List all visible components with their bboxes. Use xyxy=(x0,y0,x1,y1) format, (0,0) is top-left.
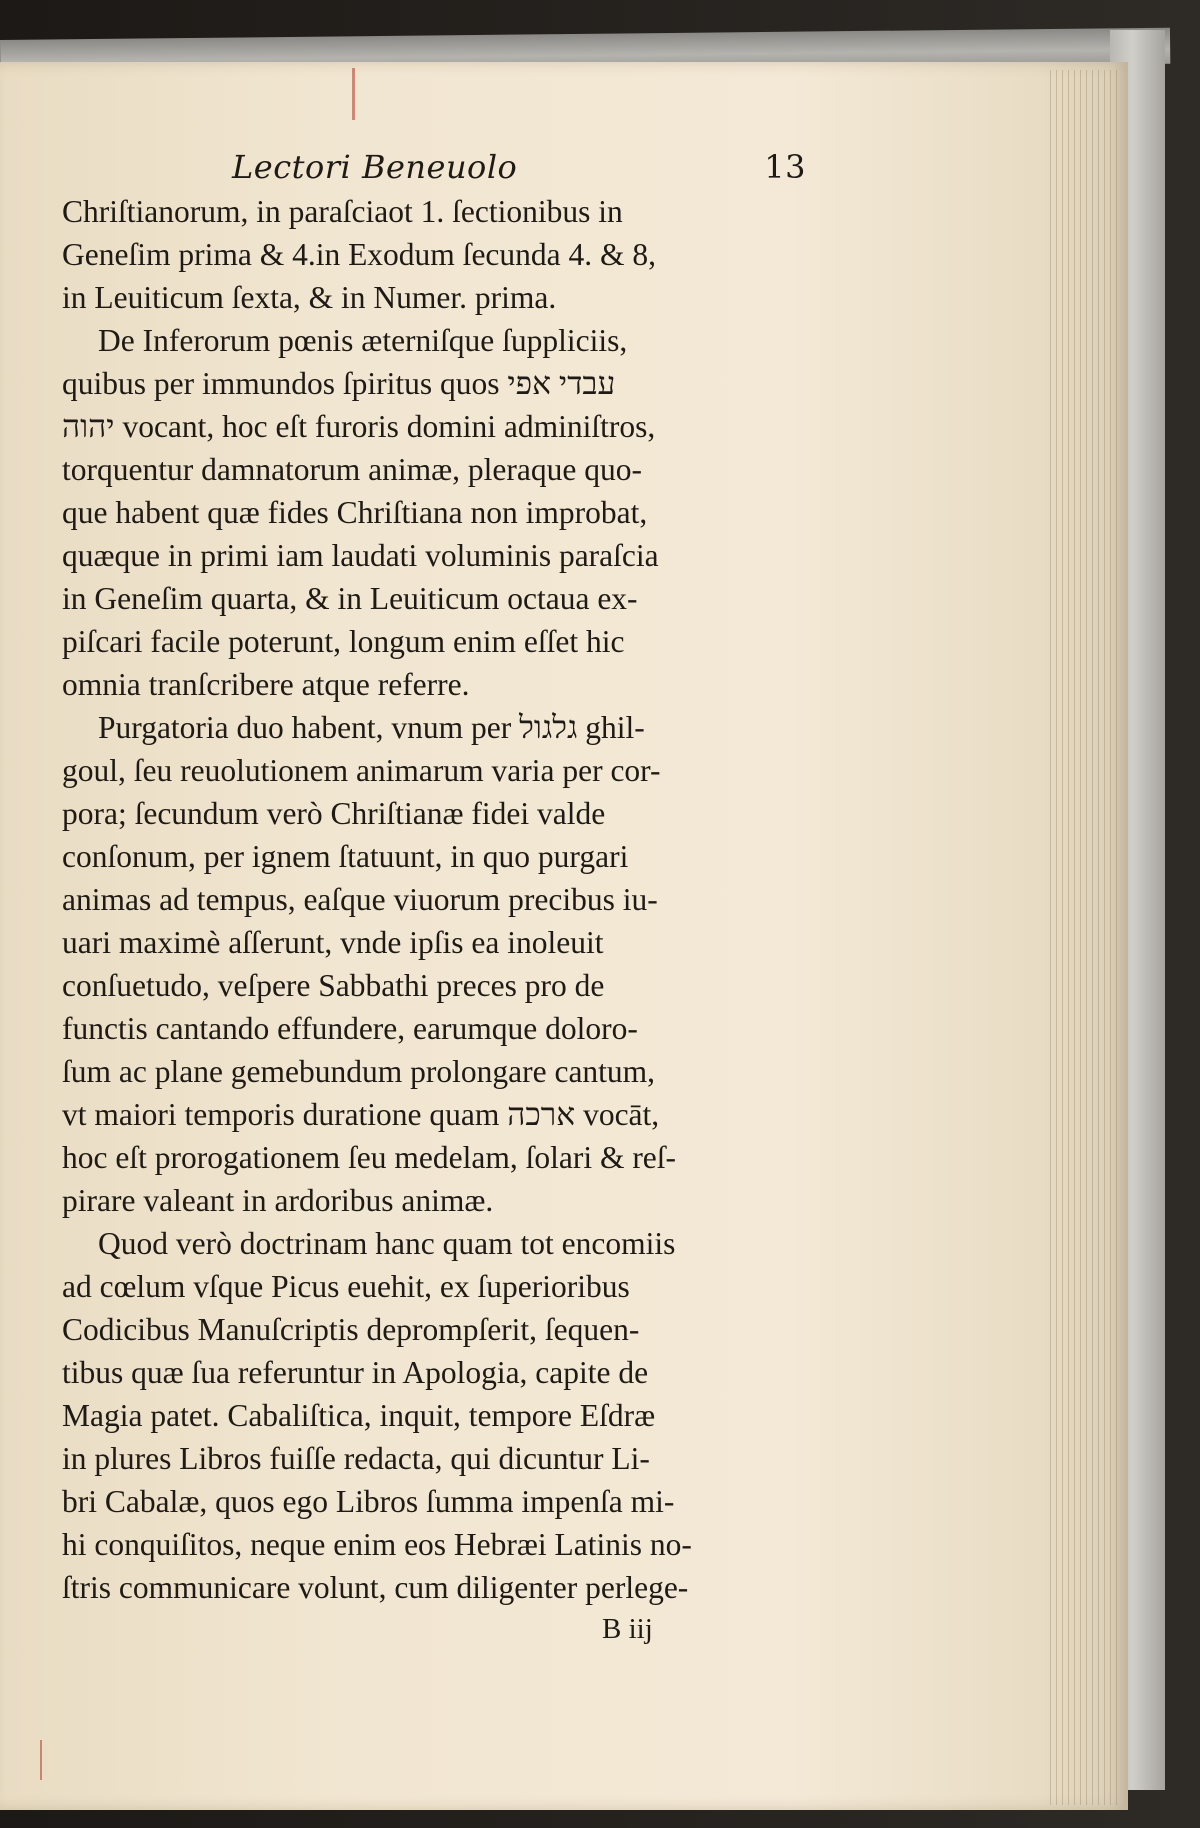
text-line: conſuetudo, veſpere Sabbathi preces pro de xyxy=(62,968,605,1003)
text-line: bri Cabalæ, quos ego Libros ſumma impenſa mi- xyxy=(62,1484,675,1519)
text-line: in plures Libros fuiſſe redacta, qui dicuntur Li- xyxy=(62,1441,650,1476)
text-line: torquentur damnatorum animæ, pleraque quo- xyxy=(62,452,642,487)
text-line: que habent quæ fides Chriſtiana non improbat, xyxy=(62,495,648,530)
text-line: Geneſim prima & 4.in Exodum ſecunda 4. & 8, xyxy=(62,237,657,272)
text-line: goul, ſeu reuolutionem animarum varia per cor- xyxy=(62,753,661,788)
text-line: functis cantando effundere, earumque doloro- xyxy=(62,1011,638,1046)
text-line: יהוה vocant, hoc eſt furoris domini adminiſtros, xyxy=(62,409,656,444)
text-line: quæque in primi iam laudati voluminis paraſcia xyxy=(62,538,659,573)
text-line: ſtris communicare volunt, cum diligenter perlege- xyxy=(62,1570,689,1605)
text-line: pora; ſecundum verò Chriſtianæ fidei valde xyxy=(62,796,606,831)
text-line: Quod verò doctrinam hanc quam tot encomiis xyxy=(98,1226,676,1261)
text-line: tibus quæ ſua referuntur in Apologia, capite de xyxy=(62,1355,649,1390)
text-line: ad cœlum vſque Picus euehit, ex ſuperioribus xyxy=(62,1269,630,1304)
text-line: pirare valeant in ardoribus animæ. xyxy=(62,1183,494,1218)
text-line: Chriſtianorum, in paraſciaot 1. ſectionibus in xyxy=(62,194,623,229)
text-line: ſum ac plane gemebundum prolongare cantum, xyxy=(62,1054,656,1089)
text-line: in Geneſim quarta, & in Leuiticum octaua ex- xyxy=(62,581,638,616)
ink-stain-mark xyxy=(352,68,355,120)
text-line: quibus per immundos ſpiritus quos עבדי אפי xyxy=(62,366,616,401)
text-line: De Inferorum pœnis æterniſque ſuppliciis, xyxy=(98,323,628,358)
text-line: vt maiori temporis duratione quam ארכה vocāt, xyxy=(62,1097,660,1132)
text-line: animas ad tempus, eaſque viuorum precibus iu- xyxy=(62,882,658,917)
page-edges-lines xyxy=(1045,70,1117,1805)
text-line: conſonum, per ignem ſtatuunt, in quo purgari xyxy=(62,839,629,874)
signature-mark: B iij xyxy=(602,1613,653,1645)
text-line: omnia tranſcribere atque referre. xyxy=(62,667,470,702)
text-line: piſcari facile poterunt, longum enim eſſet hic xyxy=(62,624,625,659)
running-header xyxy=(62,140,814,190)
text-line: in Leuiticum ſexta, & in Numer. prima. xyxy=(62,280,557,315)
text-line: uari maximè aſſerunt, vnde ipſis ea inoleuit xyxy=(62,925,604,960)
running-title: Lectori Beneuolo xyxy=(232,148,518,186)
text-line: Magia patet. Cabaliſtica, inquit, tempore Eſdræ xyxy=(62,1398,656,1433)
page-number: 13 xyxy=(764,148,806,186)
page-text xyxy=(62,140,814,1649)
text-line: hoc eſt prorogationem ſeu medelam, ſolari & reſ- xyxy=(62,1140,677,1175)
ink-stain-mark xyxy=(40,1740,42,1780)
text-lines xyxy=(62,190,814,1609)
text-line: Codicibus Manuſcriptis deprompſerit, ſequen- xyxy=(62,1312,640,1347)
text-line: Purgatoria duo habent, vnum per גלגול ghil- xyxy=(98,710,645,745)
text-line: hi conquiſitos, neque enim eos Hebræi Latinis no- xyxy=(62,1527,692,1562)
